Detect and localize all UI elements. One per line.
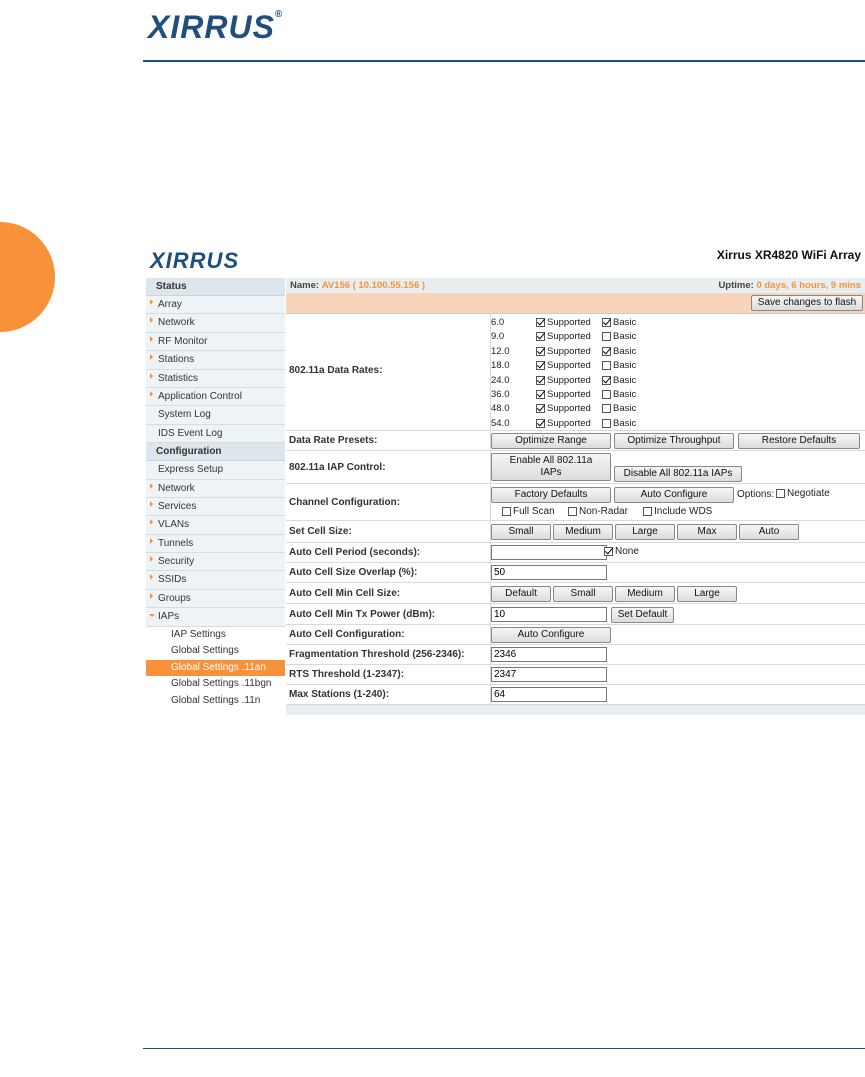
data-rates-label: 802.11a Data Rates:: [289, 365, 383, 376]
uptime-label: Uptime:: [718, 280, 754, 291]
set-cell-size-label: Set Cell Size:: [289, 526, 352, 537]
rate-value: 24.0: [491, 374, 510, 386]
frag-label: Fragmentation Threshold (256-2346):: [289, 649, 465, 660]
disable-all-iaps-button[interactable]: Disable All 802.11a IAPs: [614, 466, 742, 482]
cell-size-large-button[interactable]: Large: [615, 524, 675, 540]
max-stations-label: Max Stations (1-240):: [289, 689, 390, 700]
options-label: Options:: [737, 489, 775, 500]
sidebar-item-config-express-setup[interactable]: Express Setup: [146, 461, 285, 479]
rate-line: [491, 402, 636, 416]
supported-checkbox[interactable]: [536, 390, 545, 399]
presets-row: [286, 431, 865, 451]
rate-line: [491, 359, 636, 373]
basic-checkbox[interactable]: [602, 361, 611, 370]
basic-label: Basic: [613, 374, 637, 386]
rate-value: 36.0: [491, 389, 510, 400]
cell-size-max-button[interactable]: Max: [677, 524, 737, 540]
supported-label: Supported: [547, 331, 591, 343]
name-label: Name:: [290, 280, 320, 291]
supported-label: Supported: [547, 374, 591, 386]
auto-cell-config-label: Auto Cell Configuration:: [289, 629, 405, 640]
auto-cell-min-power-label: Auto Cell Min Tx Power (dBm):: [289, 609, 436, 620]
supported-checkbox[interactable]: [536, 419, 545, 428]
supported-checkbox[interactable]: [536, 332, 545, 341]
set-cell-size-row: [286, 521, 865, 543]
basic-label: Basic: [613, 345, 637, 357]
supported-label: Supported: [547, 403, 591, 415]
auto-cell-min-label: Auto Cell Min Cell Size:: [289, 588, 401, 599]
rts-input[interactable]: [491, 667, 607, 682]
sidebar-item-config-tunnels[interactable]: Tunnels: [146, 535, 285, 553]
auto-cell-period-row: [286, 543, 865, 563]
iap-control-row: [286, 451, 865, 484]
max-stations-input[interactable]: [491, 687, 607, 702]
doc-logo: XIRRUS®: [148, 9, 284, 45]
settings-form: [286, 313, 865, 717]
sidebar-subitem-global-settings[interactable]: Global Settings: [146, 643, 285, 660]
rate-value: 54.0: [491, 417, 510, 429]
min-cell-large-button[interactable]: Large: [677, 586, 737, 602]
sidebar-item-status-application-control[interactable]: Application Control: [146, 388, 285, 406]
min-cell-default-button[interactable]: Default: [491, 586, 551, 602]
enable-all-iaps-button[interactable]: Enable All 802.11a IAPs: [491, 453, 611, 481]
basic-checkbox[interactable]: [602, 318, 611, 327]
rate-value: 12.0: [491, 345, 510, 357]
supported-label: Supported: [547, 317, 591, 328]
factory-defaults-button[interactable]: Factory Defaults: [491, 487, 611, 503]
rate-value: 48.0: [491, 403, 510, 415]
auto-cell-min-power-row: [286, 604, 865, 625]
auto-cell-config-row: [286, 625, 865, 645]
basic-checkbox[interactable]: [602, 376, 611, 385]
rate-value: 18.0: [491, 360, 510, 372]
header-rule: [143, 60, 865, 62]
rts-label: RTS Threshold (1-2347):: [289, 669, 405, 680]
name-value: AV156: [321, 280, 351, 291]
rate-line: [491, 374, 636, 388]
iap-control-label: 802.11a IAP Control:: [289, 462, 386, 473]
supported-checkbox[interactable]: [536, 404, 545, 413]
sidebar-item-status-statistics[interactable]: Statistics: [146, 370, 285, 388]
supported-checkbox[interactable]: [536, 361, 545, 370]
basic-label: Basic: [613, 403, 637, 415]
include-wds-checkbox[interactable]: [643, 507, 652, 516]
supported-label: Supported: [547, 345, 591, 357]
ip-value: ( 10.100.55.156 ): [352, 280, 426, 291]
auto-configure-channel-button[interactable]: Auto Configure: [614, 487, 734, 503]
rate-line: [491, 417, 636, 431]
negotiate-label: Negotiate: [787, 488, 830, 499]
sidebar-item-config-network[interactable]: Network: [146, 480, 285, 498]
none-checkbox[interactable]: [604, 547, 613, 556]
basic-label: Basic: [613, 331, 637, 343]
basic-checkbox[interactable]: [602, 390, 611, 399]
sidebar: [146, 278, 285, 728]
rts-row: [286, 665, 865, 685]
sidebar-item-status-rf-monitor[interactable]: RF Monitor: [146, 333, 285, 351]
min-cell-medium-button[interactable]: Medium: [615, 586, 675, 602]
include-wds-label: Include WDS: [654, 506, 713, 517]
supported-checkbox[interactable]: [536, 376, 545, 385]
full-scan-label: Full Scan: [513, 506, 555, 517]
auto-cell-overlap-label: Auto Cell Size Overlap (%):: [289, 567, 418, 578]
supported-checkbox[interactable]: [536, 347, 545, 356]
sidebar-item-config-ssids[interactable]: SSIDs: [146, 571, 285, 589]
sidebar-item-status-array[interactable]: Array: [146, 296, 285, 314]
basic-label: Basic: [613, 389, 637, 400]
frag-input[interactable]: [491, 647, 607, 662]
rate-line: [491, 316, 636, 330]
auto-cell-period-input[interactable]: [491, 545, 607, 560]
basic-checkbox[interactable]: [602, 404, 611, 413]
basic-checkbox[interactable]: [602, 419, 611, 428]
basic-checkbox[interactable]: [602, 332, 611, 341]
supported-label: Supported: [547, 417, 591, 429]
full-scan-checkbox[interactable]: [502, 507, 511, 516]
cell-size-small-button[interactable]: Small: [491, 524, 551, 540]
sidebar-item-config-groups[interactable]: Groups: [146, 590, 285, 608]
cell-size-medium-button[interactable]: Medium: [553, 524, 613, 540]
set-default-button[interactable]: Set Default: [611, 607, 674, 623]
status-bar: [286, 278, 865, 293]
non-radar-checkbox[interactable]: [568, 507, 577, 516]
data-rates-row: [286, 314, 865, 431]
frag-row: [286, 645, 865, 665]
sidebar-header-configuration[interactable]: Configuration: [146, 443, 285, 461]
cell-size-auto-button[interactable]: Auto: [739, 524, 799, 540]
channel-config-row: [286, 484, 865, 521]
rate-line: [491, 330, 636, 344]
rate-line: [491, 388, 636, 402]
supported-label: Supported: [547, 389, 591, 400]
auto-cell-configure-button[interactable]: Auto Configure: [491, 627, 611, 643]
screenshot-frame: [146, 238, 865, 728]
sidebar-item-config-security[interactable]: Security: [146, 553, 285, 571]
optimize-range-button[interactable]: Optimize Range: [491, 433, 611, 449]
sidebar-subitem-iap-settings[interactable]: IAP Settings: [146, 627, 285, 644]
form-footer: [286, 705, 865, 715]
sidebar-subitem-global-settings-11n[interactable]: Global Settings .11n: [146, 693, 285, 710]
sidebar-item-status-network[interactable]: Network: [146, 314, 285, 332]
rate-value: 9.0: [491, 331, 505, 343]
app-title: Xirrus XR4820 WiFi Array: [716, 248, 861, 262]
supported-checkbox[interactable]: [536, 318, 545, 327]
basic-label: Basic: [613, 417, 637, 429]
sidebar-subitem-global-settings-11an[interactable]: Global Settings .11an: [146, 660, 285, 677]
basic-label: Basic: [613, 360, 637, 372]
auto-cell-overlap-input[interactable]: [491, 565, 607, 580]
supported-label: Supported: [547, 360, 591, 372]
sidebar-item-config-vlans[interactable]: VLANs: [146, 516, 285, 534]
non-radar-label: Non-Radar: [579, 506, 628, 517]
max-stations-row: [286, 685, 865, 705]
sidebar-subitem-global-settings-11bgn[interactable]: Global Settings .11bgn: [146, 676, 285, 693]
auto-cell-period-label: Auto Cell Period (seconds):: [289, 547, 421, 558]
auto-cell-min-power-input[interactable]: [491, 607, 607, 622]
sidebar-header-status[interactable]: Status: [146, 278, 285, 296]
auto-cell-overlap-row: [286, 563, 865, 583]
uptime-value: 0 days, 6 hours, 9 mins: [756, 280, 861, 291]
sidebar-item-status-ids-event-log[interactable]: IDS Event Log: [146, 425, 285, 443]
sidebar-item-config-services[interactable]: Services: [146, 498, 285, 516]
channel-config-label: Channel Configuration:: [289, 497, 401, 508]
sidebar-item-status-system-log[interactable]: System Log: [146, 406, 285, 424]
none-label: None: [615, 546, 639, 557]
basic-label: Basic: [613, 317, 637, 328]
rate-value: 6.0: [491, 317, 505, 328]
main-panel: [286, 278, 865, 728]
app-logo: XIRRUS: [150, 248, 240, 273]
sidebar-item-config-iaps[interactable]: IAPs: [146, 608, 285, 626]
optimize-throughput-button[interactable]: Optimize Throughput: [614, 433, 734, 449]
save-to-flash-button[interactable]: Save changes to flash: [751, 295, 863, 311]
sidebar-item-status-stations[interactable]: Stations: [146, 351, 285, 369]
save-bar: [286, 293, 865, 313]
restore-defaults-button[interactable]: Restore Defaults: [738, 433, 860, 449]
negotiate-checkbox[interactable]: [776, 489, 785, 498]
auto-cell-min-row: [286, 583, 865, 604]
rate-line: [491, 345, 636, 359]
chapter-tab: [0, 222, 55, 332]
basic-checkbox[interactable]: [602, 347, 611, 356]
presets-label: Data Rate Presets:: [289, 435, 378, 446]
footer-rule: [143, 1048, 865, 1049]
min-cell-small-button[interactable]: Small: [553, 586, 613, 602]
